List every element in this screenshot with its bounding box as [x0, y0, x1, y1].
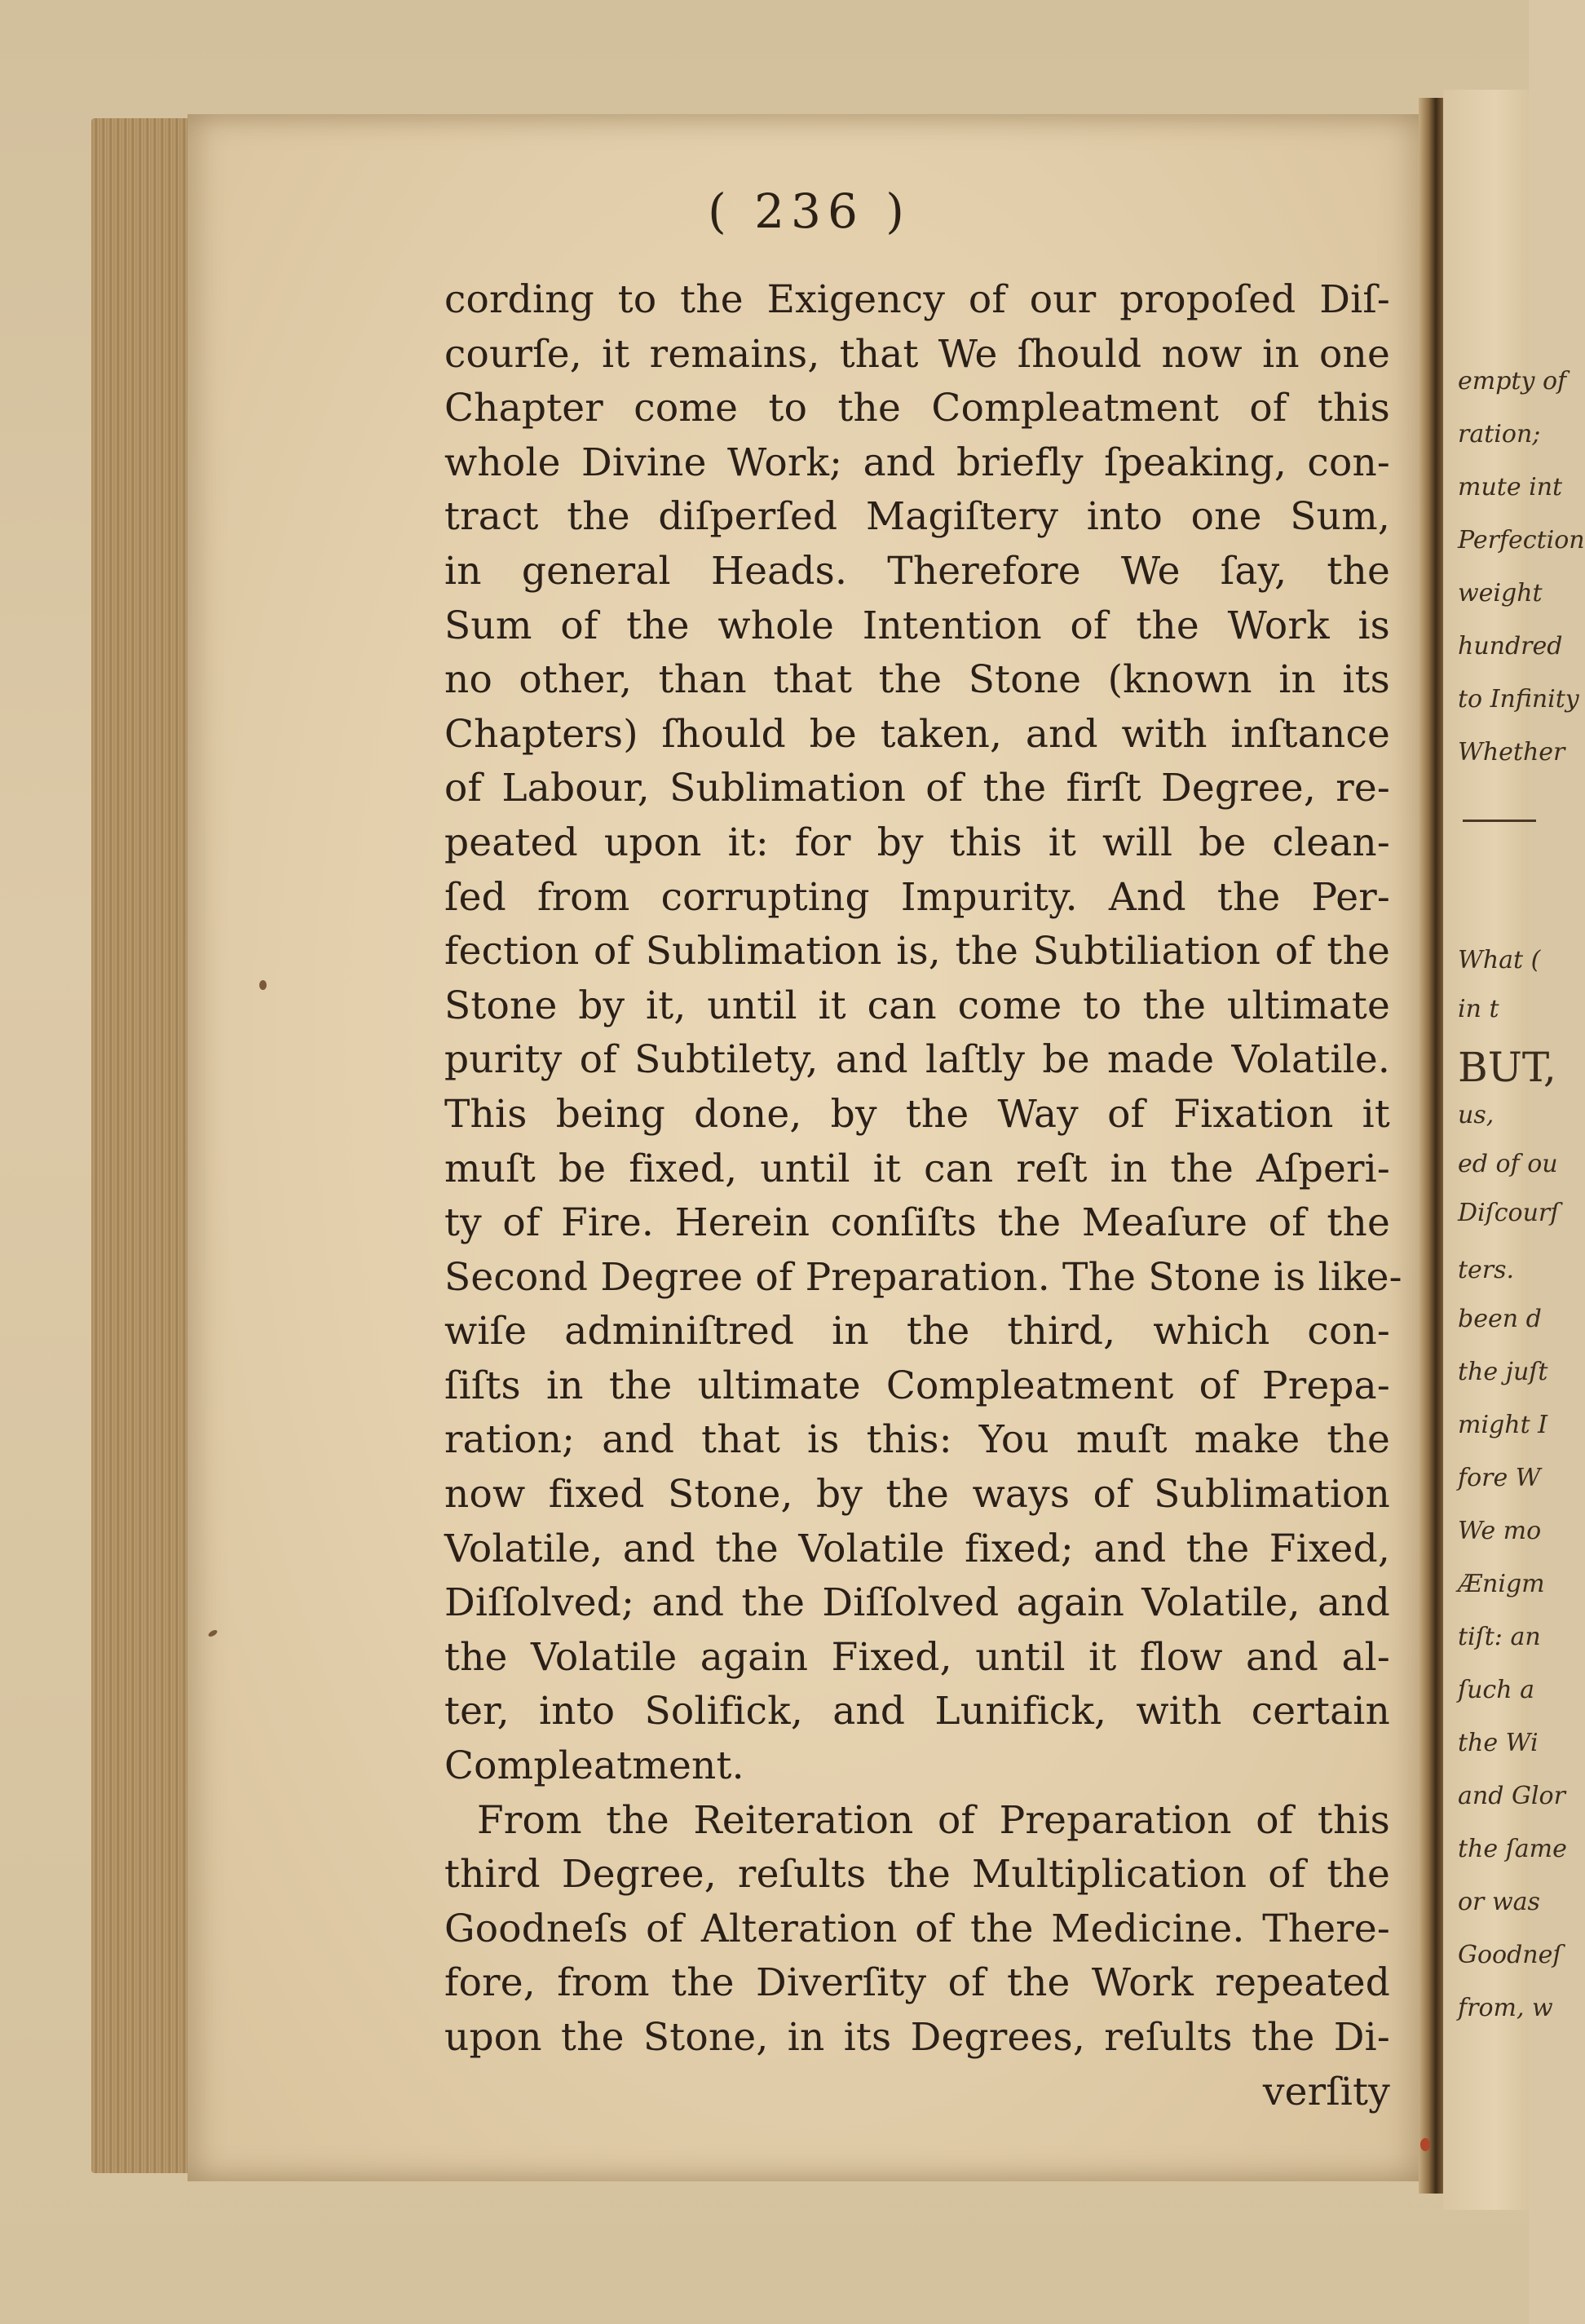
facing-text-fragment: hundred: [1458, 632, 1563, 661]
text-line: the Volatile again Fixed, until it flow and al-: [444, 1634, 1390, 1680]
text-line: courſe, it remains, that We ſhould now in one: [444, 331, 1390, 377]
text-line: Volatile, and the Volatile fixed; and the Fixed,: [444, 1526, 1390, 1571]
facing-page-rule: [1463, 820, 1536, 822]
text-line: Second Degree of Preparation. The Stone is like-: [444, 1254, 1402, 1300]
text-line: in general Heads. Therefore We ſay, the: [444, 548, 1390, 594]
facing-text-fragment: the juſt: [1458, 1358, 1548, 1386]
text-line: third Degree, reſults the Multiplication of the: [444, 1852, 1390, 1898]
text-line: Sum of the whole Intention of the Work is: [444, 603, 1390, 648]
text-line: Chapter come to the Compleatment of this: [444, 386, 1390, 431]
text-line: fore, from the Diverſity of the Work repeated: [444, 1960, 1390, 2006]
book-gutter: [1419, 98, 1443, 2194]
text-line: Chapters) ſhould be taken, and with inſtance: [444, 711, 1390, 757]
catchword: verſity: [1262, 2069, 1390, 2114]
text-line: Compleatment.: [444, 1743, 744, 1789]
text-line: muſt be fixed, until it can reſt in the Aſperi-: [444, 1146, 1390, 1191]
text-line: This being done, by the Way of Fixation it: [444, 1091, 1390, 1137]
text-line: upon the Stone, in its Degrees, reſults the Di-: [444, 2015, 1390, 2060]
facing-text-fragment: ſuch a: [1458, 1676, 1534, 1704]
facing-text-fragment: and Glor: [1458, 1782, 1565, 1810]
facing-text-fragment: Ænigm: [1458, 1570, 1545, 1598]
facing-text-fragment: from, w: [1458, 1994, 1553, 2022]
facing-text-fragment: empty of: [1458, 367, 1567, 395]
facing-text-fragment: been d: [1458, 1305, 1542, 1333]
facing-page-edge: [1443, 90, 1585, 2210]
facing-text-fragment: fore W: [1458, 1464, 1541, 1492]
facing-text-fragment: Whether: [1458, 738, 1565, 767]
paper-speck: [259, 980, 267, 990]
facing-text-fragment: Goodneſ: [1458, 1941, 1562, 1969]
text-line: wiſe adminiſtred in the third, which con-: [444, 1309, 1390, 1354]
facing-text-fragment: ed of ou: [1458, 1150, 1558, 1178]
text-line: ration; and that is this: You muſt make the: [444, 1417, 1390, 1463]
text-line: Goodneſs of Alteration of the Medicine. There-: [444, 1906, 1390, 1951]
facing-text-fragment: Diſcourſ: [1458, 1199, 1560, 1227]
text-line: From the Reiteration of Preparation of this: [477, 1797, 1390, 1843]
facing-text-fragment: ters.: [1458, 1256, 1515, 1284]
text-line: Stone by it, until it can come to the ultimate: [444, 983, 1390, 1028]
facing-text-fragment: or was: [1458, 1888, 1540, 1916]
facing-text-fragment: Perfection: [1458, 526, 1585, 554]
facing-text-fragment: ration;: [1458, 420, 1541, 448]
facing-text-fragment: tiſt: an: [1458, 1623, 1541, 1651]
text-line: fection of Sublimation is, the Subtiliation of the: [444, 929, 1390, 974]
paper-speck: [1420, 2138, 1430, 2151]
text-line: peated upon it: for by this it will be clean-: [444, 820, 1390, 865]
facing-text-fragment: weight: [1458, 579, 1543, 608]
text-line: whole Divine Work; and briefly ſpeaking, con-: [444, 440, 1390, 485]
text-line: of Labour, Sublimation of the firſt Degree, re-: [444, 766, 1390, 811]
facing-text-fragment: We mo: [1458, 1517, 1542, 1545]
page-body-text: [444, 273, 1402, 2119]
page-edges: [91, 118, 188, 2173]
facing-text-fragment: BUT,: [1458, 1044, 1556, 1091]
text-line: tract the diſperſed Magiſtery into one Sum,: [444, 494, 1390, 540]
facing-text-fragment: in t: [1458, 995, 1499, 1023]
text-line: now fixed Stone, by the ways of Sublimation: [444, 1472, 1390, 1518]
text-line: no other, than that the Stone (known in its: [444, 657, 1390, 703]
facing-text-fragment: the ſame: [1458, 1835, 1567, 1863]
text-line: ſiſts in the ultimate Compleatment of Prepa-: [444, 1363, 1390, 1408]
text-line: cording to the Exigency of our propoſed Diſ-: [444, 277, 1390, 322]
facing-text-fragment: What (: [1458, 946, 1541, 974]
text-line: ty of Fire. Herein conſiſts the Meaſure of the: [444, 1200, 1390, 1246]
page-number: ( 236 ): [708, 183, 911, 239]
facing-text-fragment: mute int: [1458, 473, 1563, 501]
text-line: Diſſolved; and the Diſſolved again Volatile, and: [444, 1580, 1390, 1626]
text-line: purity of Subtilety, and laſtly be made Volatile.: [444, 1037, 1390, 1083]
facing-text-fragment: us,: [1458, 1101, 1494, 1129]
text-line: ter, into Solifick, and Lunifick, with certain: [444, 1689, 1390, 1734]
text-line: ſed from corrupting Impurity. And the Per-: [444, 874, 1390, 920]
facing-text-fragment: to Infinity: [1458, 685, 1579, 714]
facing-text-fragment: might I: [1458, 1411, 1548, 1439]
facing-text-fragment: the Wi: [1458, 1729, 1539, 1757]
